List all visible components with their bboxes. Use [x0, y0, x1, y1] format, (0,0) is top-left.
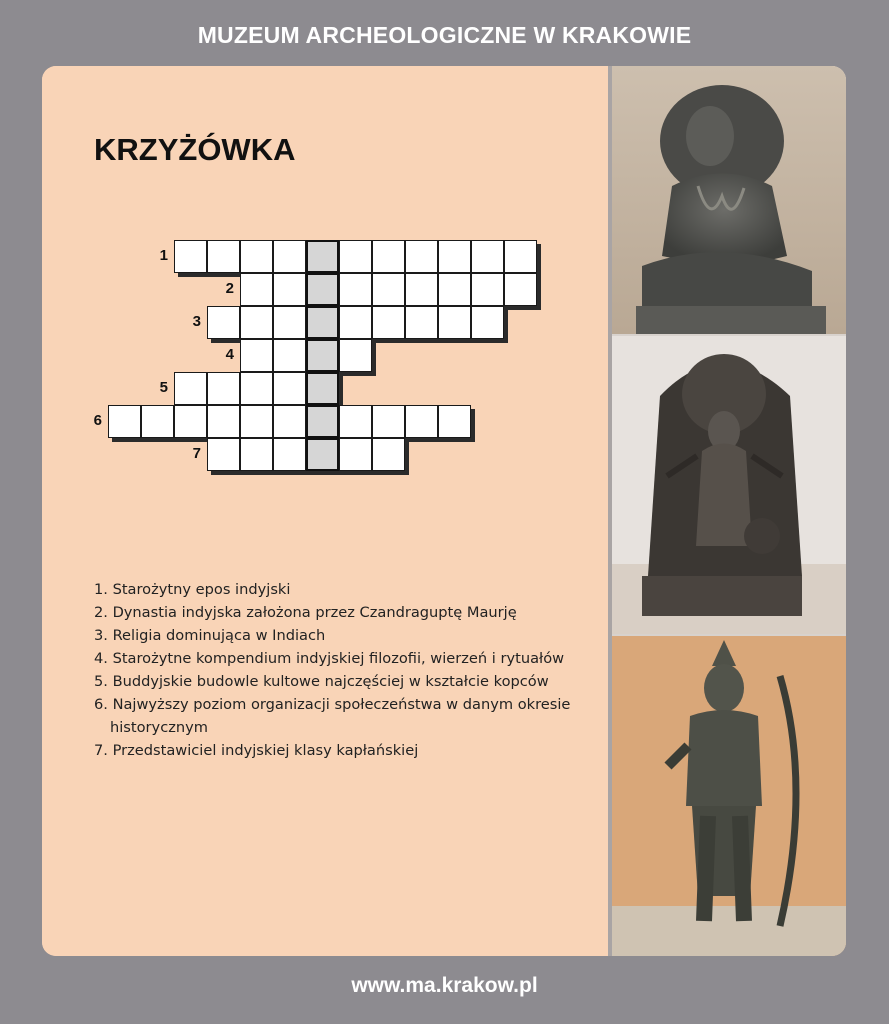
crossword-cell[interactable]: [339, 306, 372, 339]
crossword-cell[interactable]: [372, 405, 405, 438]
crossword-key-cell[interactable]: [306, 339, 339, 372]
crossword-cell[interactable]: [438, 273, 471, 306]
crossword-cell[interactable]: [108, 405, 141, 438]
clue-item: 6. Najwyższy poziom organizacji społeczeństwa w danym okresie historycznym: [94, 696, 571, 736]
crossword-title: KRZYŻÓWKA: [94, 132, 296, 167]
crossword-cell[interactable]: [240, 306, 273, 339]
crossword-cell[interactable]: [273, 240, 306, 273]
crossword-cell[interactable]: [240, 240, 273, 273]
row-number-2: 2: [225, 280, 234, 297]
crossword-cell[interactable]: [240, 273, 273, 306]
crossword-cell[interactable]: [207, 372, 240, 405]
crossword-cell[interactable]: [141, 405, 174, 438]
clue-item: 1. Starożytny epos indyjski: [94, 581, 291, 598]
photo-column: [608, 66, 846, 956]
crossword-key-cell[interactable]: [306, 240, 339, 273]
crossword-cell[interactable]: [372, 273, 405, 306]
clue-item: 2. Dynastia indyjska założona przez Czandraguptę Maurję: [94, 604, 517, 621]
crossword-cell[interactable]: [405, 405, 438, 438]
crossword-grid: [42, 66, 608, 546]
crossword-cell[interactable]: [207, 306, 240, 339]
row-number-1: 1: [159, 247, 168, 264]
hindu-deity-photo: [612, 336, 846, 634]
crossword-cell[interactable]: [240, 438, 273, 471]
crossword-cell[interactable]: [372, 438, 405, 471]
footer-url[interactable]: www.ma.krakow.pl: [351, 974, 538, 997]
crossword-cell[interactable]: [207, 438, 240, 471]
clue-item: 4. Starożytne kompendium indyjskiej filozofii, wierzeń i rytuałów: [94, 650, 565, 667]
crossword-cell[interactable]: [273, 438, 306, 471]
crossword-cell[interactable]: [174, 405, 207, 438]
crossword-cell[interactable]: [339, 339, 372, 372]
crossword-cell[interactable]: [438, 405, 471, 438]
crossword-cell[interactable]: [207, 405, 240, 438]
crossword-panel: [42, 66, 846, 956]
crossword-cell[interactable]: [339, 438, 372, 471]
crossword-cell[interactable]: [438, 240, 471, 273]
row-number-5: 5: [159, 379, 168, 396]
crossword-cell[interactable]: [339, 240, 372, 273]
row-number-7: 7: [192, 445, 201, 462]
crossword-cell[interactable]: [174, 240, 207, 273]
clue-item: 3. Religia dominująca w Indiach: [94, 627, 326, 644]
crossword-key-cell[interactable]: [306, 372, 339, 405]
crossword-cell[interactable]: [273, 273, 306, 306]
header-title: MUZEUM ARCHEOLOGICZNE W KRAKOWIE: [197, 22, 692, 48]
clue-list: [94, 578, 594, 762]
crossword-cell[interactable]: [471, 306, 504, 339]
standing-rama-photo: [612, 636, 846, 956]
crossword-cell[interactable]: [174, 372, 207, 405]
crossword-cell[interactable]: [273, 339, 306, 372]
seated-bodhisattva-photo: [612, 66, 846, 334]
crossword-key-cell[interactable]: [306, 273, 339, 306]
crossword-cell[interactable]: [339, 273, 372, 306]
row-number-3: 3: [192, 313, 201, 330]
crossword-cell[interactable]: [471, 240, 504, 273]
crossword-cell[interactable]: [240, 405, 273, 438]
crossword-cell[interactable]: [273, 306, 306, 339]
crossword-cell[interactable]: [240, 339, 273, 372]
crossword-cell[interactable]: [405, 240, 438, 273]
crossword-cell[interactable]: [504, 240, 537, 273]
crossword-cell[interactable]: [405, 273, 438, 306]
crossword-cell[interactable]: [273, 372, 306, 405]
crossword-key-cell[interactable]: [306, 438, 339, 471]
crossword-cell[interactable]: [405, 306, 438, 339]
crossword-cell[interactable]: [504, 273, 537, 306]
crossword-cell[interactable]: [372, 240, 405, 273]
crossword-key-cell[interactable]: [306, 405, 339, 438]
crossword-cell[interactable]: [240, 372, 273, 405]
crossword-cell[interactable]: [207, 240, 240, 273]
crossword-key-cell[interactable]: [306, 306, 339, 339]
crossword-cell[interactable]: [372, 306, 405, 339]
clue-item: 5. Buddyjskie budowle kultowe najczęściej w kształcie kopców: [94, 673, 549, 690]
crossword-cell[interactable]: [471, 273, 504, 306]
crossword-cell[interactable]: [438, 306, 471, 339]
crossword-cell[interactable]: [339, 405, 372, 438]
clue-item: 7. Przedstawiciel indyjskiej klasy kapłańskiej: [94, 742, 419, 759]
row-number-4: 4: [225, 346, 234, 363]
crossword-cell[interactable]: [273, 405, 306, 438]
row-number-6: 6: [93, 412, 102, 429]
crossword-area: [42, 66, 608, 956]
